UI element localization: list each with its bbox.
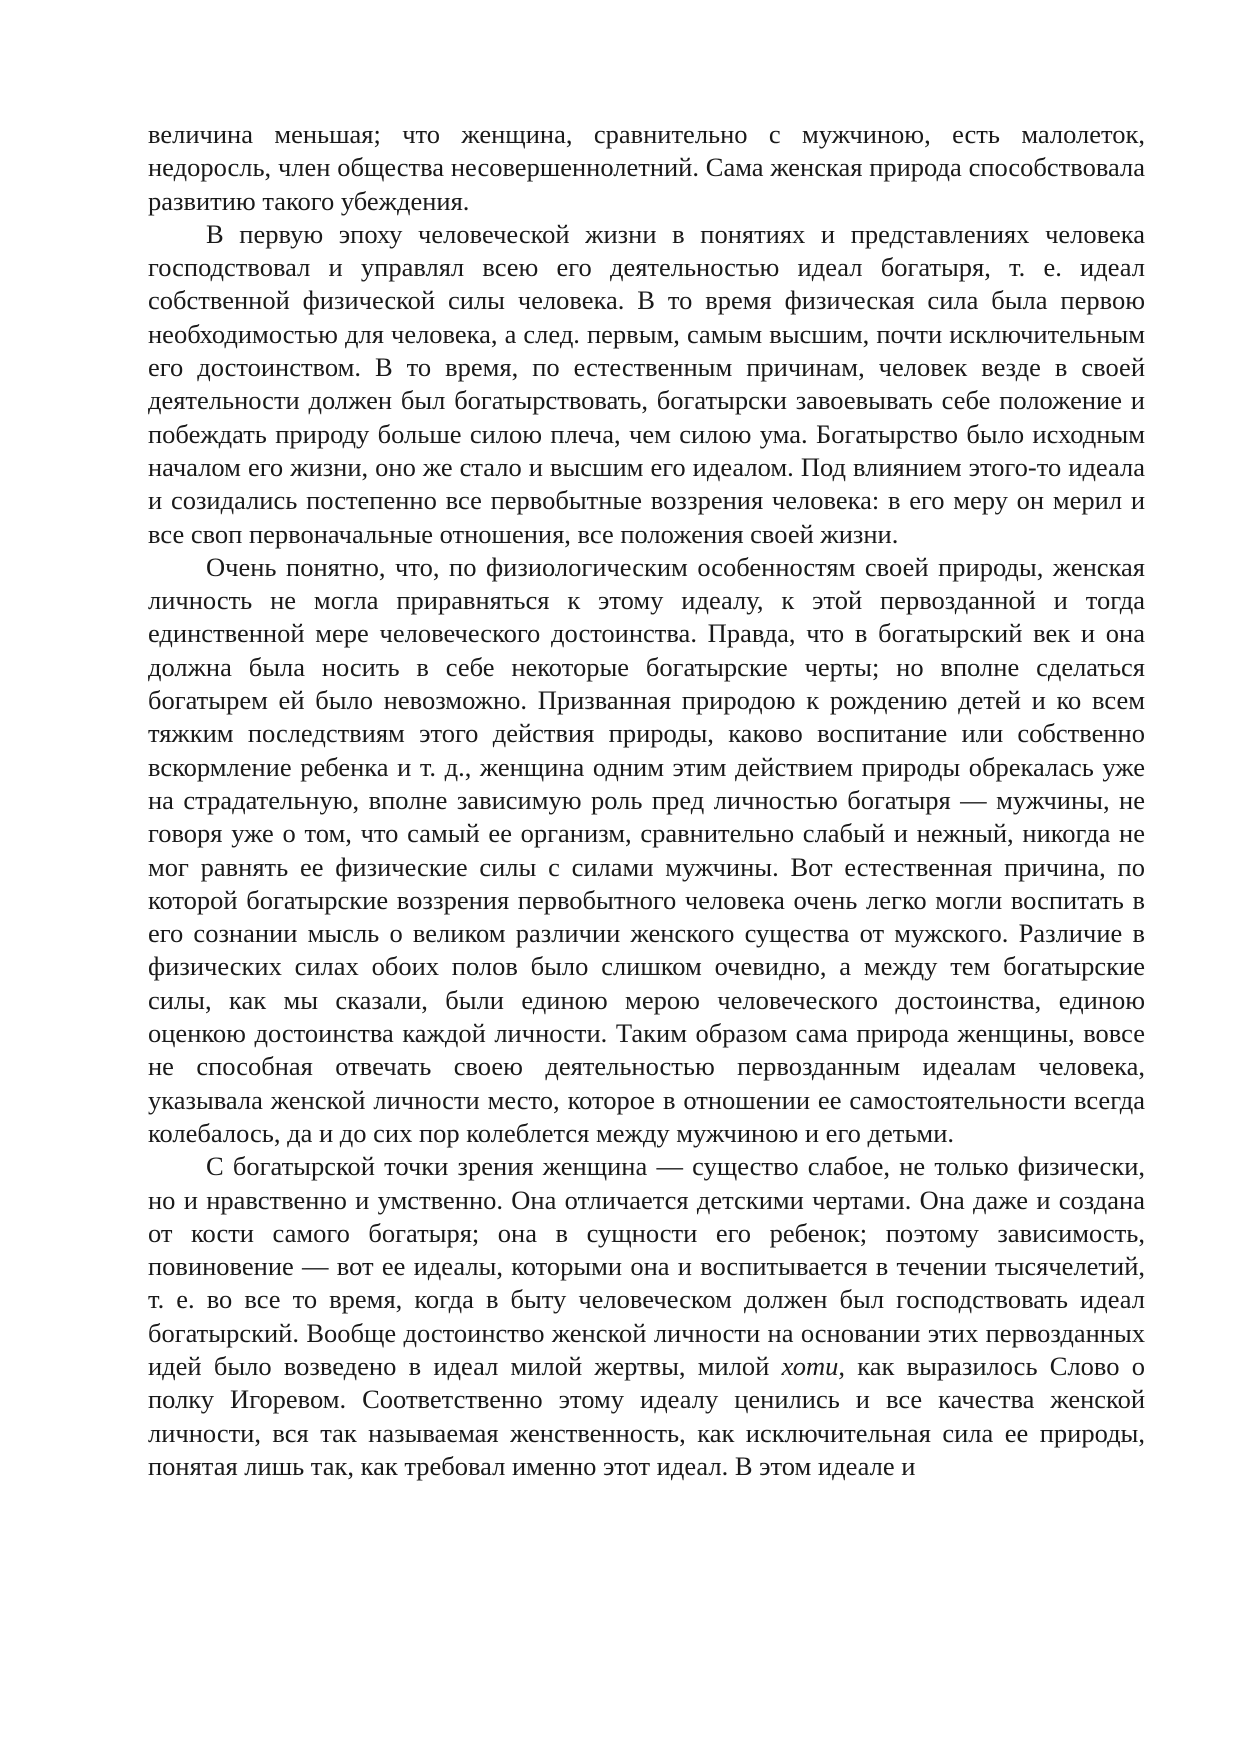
paragraph-text: В первую эпоху человеческой жизни в понятиях и представлениях человека господствовал и управлял всею его деятельностью идеал богатыря, т. е. идеал собственной физической силы человека. В то время физическая сила была первою необходимостью для человека, а след. первым, самым высшим, почти исключительным его достоинством. В то время, по естественным причинам, человек везде в своей деятельности должен был богатырствовать, богатырски завоевывать себе положение и побеждать природу больше силою плеча, чем силою ума. Богатырство было исходным началом его жизни, оно же стало и высшим его идеалом. Под влиянием этого-то идеала и созидались постепенно все первобытные воззрения человека: в его меру он мерил и все своп первоначальные отношения, все положения своей жизни.: [148, 218, 1145, 549]
paragraph-4: [148, 1150, 1145, 1483]
paragraph-3: [148, 551, 1145, 1150]
paragraph-text: С богатырской точки зрения женщина — существо слабое, не только физически, но и нравственно и умственно. Она отличается детскими чертами. Она даже и создана от кости самого богатыря; она в сущности его ребенок; поэтому зависимость, повиновение — вот ее идеалы, которыми она и воспитывается в течении тысячелетий, т. е. во все то время, когда в быту человеческом должен был господствовать идеал богатырский. Вообще достоинство женской личности на основании этих первозданных идей было возведено в идеал милой жертвы, милой: [148, 1151, 1145, 1381]
paragraph-1: [148, 118, 1145, 218]
italic-quote: хоти,: [781, 1350, 845, 1381]
paragraph-text: как выразилось Слово о полку Игоревом. Соответственно этому идеалу ценились и все качества женской личности, вся так называемая женственность, как исключительная сила ее природы, понятая лишь так, как требовал именно этот идеал. В этом идеале и: [148, 1350, 1145, 1481]
paragraph-text: Очень понятно, что, по физиологическим особенностям своей природы, женская личность не могла приравняться к этому идеалу, к этой первозданной и тогда единственной мере человеческого достоинства. Правда, что в богатырский век и она должна была носить в себе некоторые богатырские черты; но вполне сделаться богатырем ей было невозможно. Призванная природою к рождению детей и ко всем тяжким последствиям этого действия природы, каково воспитание или собственно вскормление ребенка и т. д., женщина одним этим действием природы обрекалась уже на страдательную, вполне зависимую роль пред личностью богатыря — мужчины, не говоря уже о том, что самый ее организм, сравнительно слабый и нежный, никогда не мог равнять ее физические силы с силами мужчины. Вот естественная причина, по которой богатырские воззрения первобытного человека очень легко могли воспитать в его сознании мысль о великом различии женского существа от мужского. Различие в физических силах обоих полов было слишком очевидно, а между тем богатырские силы, как мы сказали, были единою мерою человеческого достоинства, единою оценкою достоинства каждой личности. Таким образом сама природа женщины, вовсе не способная отвечать своею деятельностью первозданным идеалам человека, указывала женской личности место, которое в отношении ее самостоятельности всегда колебалось, да и до сих пор колеблется между мужчиною и его детьми.: [148, 551, 1145, 1148]
paragraph-2: [148, 218, 1145, 551]
document-page: [148, 118, 1145, 1483]
paragraph-text: величина меньшая; что женщина, сравнительно с мужчиною, есть малолеток, недоросль, член общества несовершеннолетний. Сама женская природа способствовала развитию такого убеждения.: [148, 119, 1145, 216]
